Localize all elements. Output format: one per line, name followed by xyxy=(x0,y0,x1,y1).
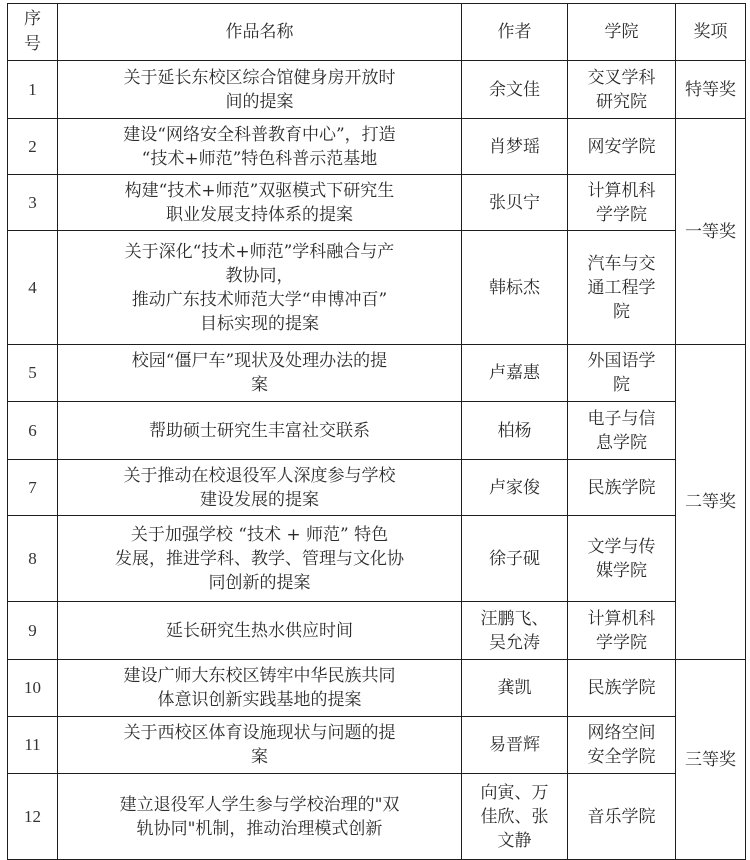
title-line: 延长研究生热水供应时间 xyxy=(166,620,353,641)
college xyxy=(568,231,676,345)
title-line: 目标实现的提案 xyxy=(200,313,319,334)
author xyxy=(462,119,568,175)
row-number: 12 xyxy=(8,774,58,860)
awards-table xyxy=(7,3,746,860)
author-line: 向寅、万 xyxy=(480,782,549,803)
college-line: 媒学院 xyxy=(596,560,647,581)
title-line: 建设广师大东校区铸牢中华民族共同 xyxy=(123,666,396,686)
author xyxy=(462,402,568,460)
author xyxy=(462,231,568,345)
header-award: 奖项 xyxy=(676,4,746,61)
college-line: 学学院 xyxy=(596,204,647,225)
author-line: 文静 xyxy=(497,830,532,851)
title-line: 职业发展支持体系的提案 xyxy=(166,204,353,225)
row-number: 7 xyxy=(8,460,58,516)
work-title xyxy=(58,175,462,231)
college-line: 院 xyxy=(613,301,630,322)
header-no-line1: 序 xyxy=(24,9,41,29)
header-no xyxy=(8,4,58,61)
title-line: 案 xyxy=(251,747,268,767)
college-line: 息学院 xyxy=(596,432,647,453)
author xyxy=(462,345,568,402)
college xyxy=(568,774,676,860)
table-row xyxy=(8,460,746,516)
author xyxy=(462,660,568,717)
title-line: 同创新的提案 xyxy=(208,572,311,593)
author xyxy=(462,717,568,774)
work-title xyxy=(58,61,462,119)
row-number: 10 xyxy=(8,660,58,717)
table-row xyxy=(8,602,746,660)
header-row xyxy=(8,4,746,61)
table-row xyxy=(8,774,746,860)
header-author: 作者 xyxy=(462,4,568,61)
author xyxy=(462,774,568,860)
title-line: 间的提案 xyxy=(225,91,294,112)
college xyxy=(568,119,676,175)
author-line: 余文佳 xyxy=(489,79,540,100)
title-line: 关于加强学校 “技术 + 师范” 特色 xyxy=(130,524,389,545)
title-line: 帮助硕士研究生丰富社交联系 xyxy=(149,420,370,441)
table-row xyxy=(8,660,746,717)
title-line: “技术+师范”特色科普示范基地 xyxy=(141,148,378,169)
work-title xyxy=(58,402,462,460)
author-line: 汪鹏飞、 xyxy=(480,608,549,629)
row-number: 11 xyxy=(8,717,58,774)
college-line: 电子与信 xyxy=(587,408,656,429)
row-number: 1 xyxy=(8,61,58,119)
title-line: 关于深化“技术+师范”学科融合与产 xyxy=(124,241,395,262)
college-line: 通工程学 xyxy=(587,277,656,298)
table-row xyxy=(8,231,746,345)
award-first: 一等奖 xyxy=(676,119,746,345)
college-line: 网络空间 xyxy=(587,723,656,743)
title-line: 轨协同"机制，推动治理模式创新 xyxy=(136,818,383,839)
row-number: 5 xyxy=(8,345,58,402)
college-line: 院 xyxy=(613,375,630,395)
title-line: 校园“僵尸车”现状及处理办法的提 xyxy=(131,351,388,371)
header-college: 学院 xyxy=(568,4,676,61)
work-title xyxy=(58,231,462,345)
work-title xyxy=(58,602,462,660)
table-row xyxy=(8,119,746,175)
work-title xyxy=(58,119,462,175)
title-line: 关于延长东校区综合馆健身房开放时 xyxy=(123,67,396,88)
author-line: 吴允涛 xyxy=(489,632,540,653)
row-number: 6 xyxy=(8,402,58,460)
row-number: 2 xyxy=(8,119,58,175)
author-line: 徐子砚 xyxy=(489,548,540,569)
college-line: 外国语学 xyxy=(587,351,656,371)
table-row xyxy=(8,717,746,774)
college-line: 计算机科 xyxy=(587,180,656,201)
author xyxy=(462,516,568,602)
college-line: 研究院 xyxy=(596,91,647,112)
college-line: 民族学院 xyxy=(587,477,656,498)
title-line: 建立退役军人学生参与学校治理的"双 xyxy=(119,794,400,815)
author xyxy=(462,602,568,660)
title-line: 发展，推进学科、教学、管理与文化协 xyxy=(115,548,404,569)
author-line: 卢家俊 xyxy=(489,477,540,498)
author-line: 易晋辉 xyxy=(489,735,540,755)
header-no-line2: 号 xyxy=(24,34,41,54)
college-line: 汽车与交 xyxy=(587,253,656,274)
college-line: 文学与传 xyxy=(587,536,656,557)
title-line: 推动广东技术师范大学“申博冲百” xyxy=(131,289,388,310)
college xyxy=(568,717,676,774)
title-line: 构建“技术+师范”双驱模式下研究生 xyxy=(124,180,395,201)
table-row xyxy=(8,516,746,602)
college xyxy=(568,61,676,119)
college-line: 计算机科 xyxy=(587,608,656,629)
work-title xyxy=(58,516,462,602)
author xyxy=(462,61,568,119)
college xyxy=(568,402,676,460)
college-line: 音乐学院 xyxy=(587,806,656,827)
row-number: 4 xyxy=(8,231,58,345)
row-number: 8 xyxy=(8,516,58,602)
award-special: 特等奖 xyxy=(676,61,746,119)
title-line: 教协同， xyxy=(225,265,294,286)
author-line: 龚凯 xyxy=(497,678,532,698)
author-line: 张贝宁 xyxy=(489,192,540,213)
title-line: 体意识创新实践基地的提案 xyxy=(157,690,362,710)
author xyxy=(462,460,568,516)
title-line: 关于推动在校退役军人深度参与学校 xyxy=(123,465,396,486)
author xyxy=(462,175,568,231)
college xyxy=(568,660,676,717)
author-line: 韩标杰 xyxy=(489,277,540,298)
college-line: 安全学院 xyxy=(587,747,656,767)
college xyxy=(568,516,676,602)
table-row xyxy=(8,402,746,460)
title-line: 建设“网络安全科普教育中心”，打造 xyxy=(123,124,396,145)
award-second: 二等奖 xyxy=(676,345,746,660)
college xyxy=(568,175,676,231)
college xyxy=(568,460,676,516)
college xyxy=(568,345,676,402)
title-line: 关于西校区体育设施现状与问题的提 xyxy=(123,723,396,743)
author-line: 柏杨 xyxy=(497,420,532,441)
document-page xyxy=(7,3,745,860)
award-third: 三等奖 xyxy=(676,660,746,860)
college xyxy=(568,602,676,660)
college-line: 网安学院 xyxy=(587,136,656,157)
author-line: 卢嘉惠 xyxy=(489,363,540,383)
table-row xyxy=(8,175,746,231)
college-line: 学学院 xyxy=(596,632,647,653)
work-title xyxy=(58,345,462,402)
title-line: 案 xyxy=(251,375,268,395)
work-title xyxy=(58,660,462,717)
author-line: 肖梦瑶 xyxy=(489,136,540,157)
author-line: 佳欣、张 xyxy=(480,806,549,827)
table-row xyxy=(8,345,746,402)
row-number: 3 xyxy=(8,175,58,231)
work-title xyxy=(58,717,462,774)
title-line: 建设发展的提案 xyxy=(200,489,319,510)
work-title xyxy=(58,774,462,860)
row-number: 9 xyxy=(8,602,58,660)
college-line: 交叉学科 xyxy=(587,67,656,88)
header-title: 作品名称 xyxy=(58,4,462,61)
table-row xyxy=(8,61,746,119)
college-line: 民族学院 xyxy=(587,678,656,698)
work-title xyxy=(58,460,462,516)
